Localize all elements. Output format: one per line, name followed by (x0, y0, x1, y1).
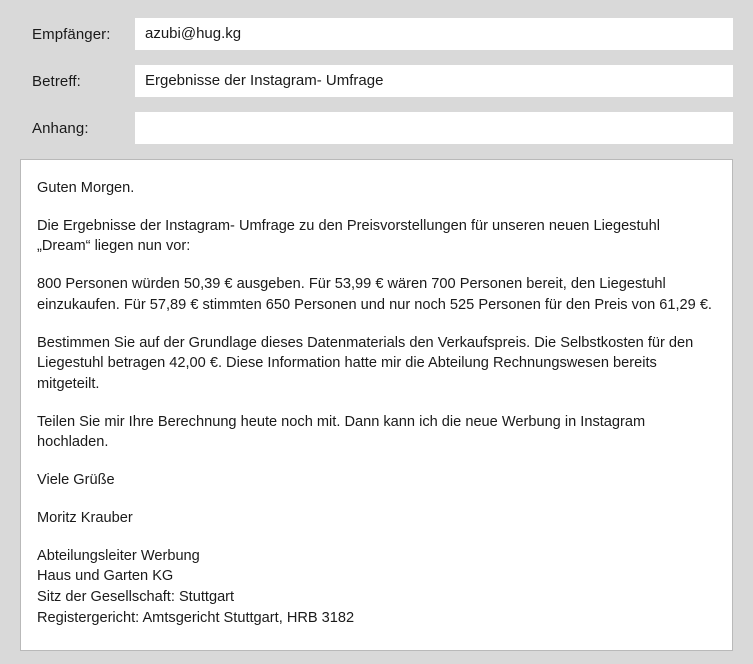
recipient-input[interactable] (135, 18, 733, 50)
body-paragraph-3: Bestimmen Sie auf der Grundlage dieses Datenmaterials den Verkaufspreis. Die Selbstkosten für den Liegestuhl betragen 42,00 €. Diese Information hatte mir die Abteilung Rechnungswesen bereits mitgeteilt. (37, 334, 694, 393)
body-closing: Viele Grüße (37, 472, 115, 489)
signature-line: Abteilungsleiter Werbung (37, 547, 200, 564)
body-paragraph-1: Die Ergebnisse der Instagram- Umfrage zu den Preisvorstellungen für unseren neuen Liegestuhl „Dream“ liegen nun vor: (37, 217, 661, 255)
message-body[interactable] (20, 159, 733, 651)
body-sender-name: Moritz Krauber (37, 509, 133, 526)
signature-line: Haus und Garten KG (37, 568, 174, 585)
body-paragraph-4: Teilen Sie mir Ihre Berechnung heute noch mit. Dann kann ich die neue Werbung in Instagram hochladen. (37, 413, 646, 451)
subject-label: Betreff: (32, 72, 81, 90)
attachment-row (20, 112, 733, 144)
subject-row (20, 65, 733, 97)
subject-input[interactable] (135, 65, 733, 97)
attachment-label: Anhang: (32, 119, 89, 137)
attachment-input[interactable] (135, 112, 733, 144)
recipient-row (20, 18, 733, 50)
signature-line: Sitz der Gesellschaft: Stuttgart (37, 589, 235, 606)
signature-line: Registergericht: Amtsgericht Stuttgart, HRB 3182 (37, 609, 355, 626)
body-signature (37, 546, 716, 629)
recipient-label: Empfänger: (32, 25, 111, 43)
body-paragraph-2: 800 Personen würden 50,39 € ausgeben. Für 53,99 € wären 700 Personen bereit, den Liegestuhl einzukaufen. Für 57,89 € stimmten 650 Personen und nur noch 525 Personen für den Preis von 61,29 €. (37, 276, 712, 313)
body-greeting: Guten Morgen. (37, 180, 135, 196)
